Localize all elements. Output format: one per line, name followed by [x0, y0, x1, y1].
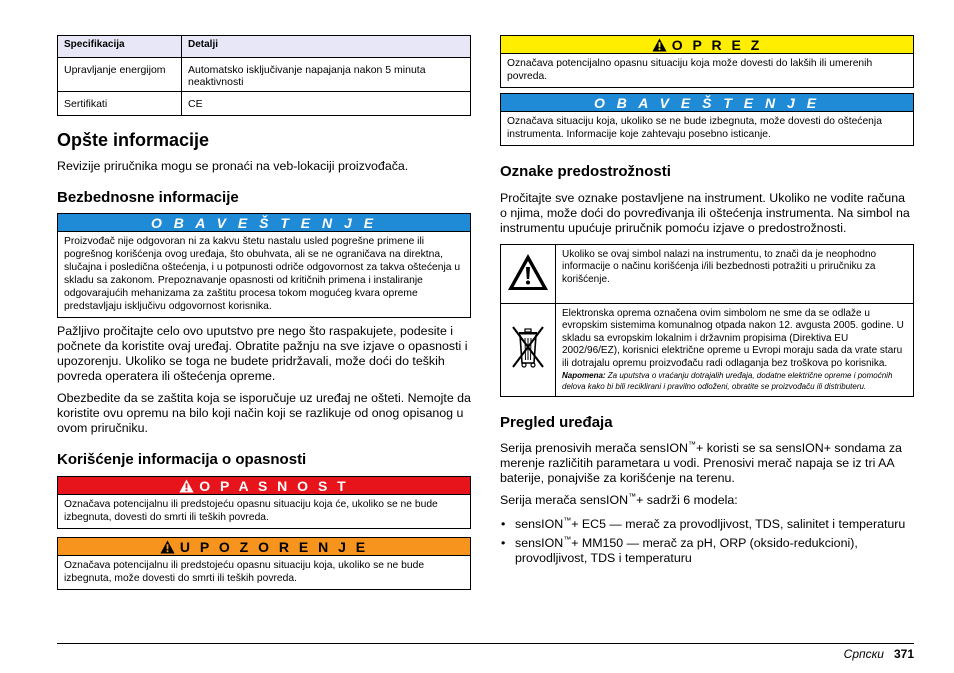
list-item [500, 536, 914, 566]
notice-text: Označava situaciju koja, ukoliko se ne bude izbegnuta, može dovesti do oštećenja instrumenta. Informacije koje zahtevaju posebno isticanje. [507, 116, 882, 140]
caution-header [501, 36, 913, 54]
caution-box [500, 35, 914, 88]
warning-triangle-icon [507, 253, 549, 291]
caution-text: Označava potencijalno opasnu situaciju koja može dovesti do lakših ili umerenih povreda. [507, 58, 873, 82]
notice-text: Proizvođač nije odgovoran ni za kakvu štetu nastalu usled pogrešne primene ili pogrešnog korišćenja ovog uređaja, što obuhvata, ali se ne ograničava na direktna, slučajna i posledična oštećenja, i u potpunosti odriče odgovornost za takva oštećenja u skladu sa zakonom. Prepoznavanje opasnosti od kritičnih primena i instaliranje odgovarajućih mehanizama za zaštitu procesa tokom mogućeg kvara opreme predstavljaju isključivu odgovornost korisnika. [64, 236, 461, 312]
table-header: Specifikacija [58, 36, 182, 58]
right-column [500, 35, 914, 566]
page-footer [844, 647, 914, 661]
overview-paragraph [500, 441, 914, 486]
precaution-intro: Pročitajte sve oznake postavljene na instrument. Ukoliko ne vodite računa o njima, može doći do povređivanja ili oštećenja instrumenta. Na simbol na instrumentu upućuje priručnik pomoću izjave o predostrožnosti. [500, 191, 910, 235]
danger-text: Označava potencijalnu ili predstojeću opasnu situaciju koja će, ukoliko se ne bude izbegnuta, dovesti do smrti ili teških povreda. [64, 499, 438, 523]
footer-language: Српски [843, 647, 884, 661]
trademark-symbol: ™ [563, 516, 572, 526]
section-title: Opšte informacije [57, 130, 210, 150]
notice-header: O B A V E Š T E N J E [501, 94, 913, 112]
danger-header [58, 477, 470, 495]
trademark-symbol: ™ [563, 535, 572, 545]
overview-paragraph [500, 493, 914, 508]
precaution-labels-heading: Oznake predostrožnosti [500, 163, 671, 180]
note-label: Napomena: [562, 371, 606, 381]
specifications-table [57, 35, 471, 116]
symbol-icon-cell [501, 245, 556, 304]
text-run: sensION [515, 517, 564, 532]
danger-box [57, 476, 471, 529]
safety-paragraph: Obezbedite da se zaštita koja se isporučuje uz uređaj ne ošteti. Nemojte da koristite ovu opremu na bilo koji način koji se razlikuje od onog opisanog u ovom priručniku. [57, 391, 471, 435]
table-row [501, 304, 914, 397]
table-row [58, 92, 471, 116]
trademark-symbol: ™ [628, 492, 637, 502]
model-list [500, 517, 914, 566]
text-run: Serija prenosivih merača sensION [500, 441, 689, 456]
list-item [500, 517, 914, 532]
symbols-table [500, 244, 914, 397]
symbol-description: Ukoliko se ovaj simbol nalazi na instrumentu, to znači da je neophodno informacije o načinu korišćenja i/ili bezbednosti potražiti u priručniku za korišćenje. [556, 245, 914, 304]
symbol-icon-cell [501, 304, 556, 397]
weee-text: Elektronska oprema označena ovim simbolom ne sme da se odlaže u evropskim sistemima komunalnog otpada nakon 12. avgusta 2005. godine. U skladu sa evropskim lokalnim i državnim propisima (Direktiva EU 2002/96/EZ), korisnici električne opreme u Evropi moraju sada da vrate staru ili dotrajalu opremu proizvođaču radi odlaganja bez troškova po korisnika. [562, 308, 904, 369]
notice-box [500, 93, 914, 146]
warning-text: Označava potencijalnu ili predstojeću opasnu situaciju koja, ukoliko se ne bude izbegnuta, može dovesti do smrti ili teških povreda. [64, 560, 425, 584]
danger-label: O P A S N O S T [199, 477, 349, 494]
text-run: + koristi se sa sensION+ sondama za merenje različitih parametara u vodi. Prenosivi merač napaja se iz tri AA baterije, ponajviše za korišćenje na terenu. [500, 441, 902, 486]
notice-header: O B A V E Š T E N J E [58, 214, 470, 232]
warning-triangle-icon [652, 38, 667, 52]
text-run: sensION [515, 536, 564, 551]
warning-header [58, 538, 470, 556]
notice-box [57, 213, 471, 318]
table-cell: Automatsko isključivanje napajanja nakon 5 minuta neaktivnosti [182, 58, 471, 92]
left-column [57, 35, 471, 590]
footer-divider [57, 643, 914, 644]
text-run: + MM150 — merač za pH, ORP (oksido-redukcioni), provodljivost, TDS i temperaturu [515, 536, 858, 566]
crossed-bin-icon [508, 323, 548, 373]
text-run: + sadrži 6 modela: [636, 493, 738, 508]
caution-label: O P R E Z [671, 36, 763, 53]
table-header: Detalji [182, 36, 471, 58]
warning-triangle-icon [179, 479, 194, 493]
safety-heading: Bezbednosne informacije [57, 189, 239, 206]
warning-label: U P O Z O R E N J E [179, 538, 369, 555]
text-run: Serija merača sensION [500, 493, 629, 508]
warning-triangle-icon [160, 540, 175, 554]
safety-paragraph: Pažljivo pročitajte celo ovo uputstvo pre nego što raspakujete, podesite i počnete da koristite ovaj uređaj. Obratite pažnju na sve izjave o opasnosti i upozorenju. Ukoliko se toga ne budete pridržavali, može doći do teških povreda operatera ili oštećenja opreme. [57, 324, 468, 383]
hazard-info-heading: Korišćenje informacija o opasnosti [57, 451, 307, 468]
trademark-symbol: ™ [688, 440, 697, 450]
text-run: + EC5 — merač za provodljivost, TDS, salinitet i temperaturu [571, 517, 906, 532]
device-overview-heading: Pregled uređaja [500, 414, 613, 432]
note-text [562, 371, 907, 392]
symbol-description [556, 304, 914, 397]
table-cell: CE [182, 92, 471, 116]
table-cell: Sertifikati [58, 92, 182, 116]
note-body: Za uputstva o vraćanju dotrajalih uređaja, dodatne električne opreme i pomoćnih delova kako bi bili reciklirani i pravilno odloženi, obratite se proizvođaču ili distributeru. [562, 371, 893, 391]
table-row [58, 58, 471, 92]
page-number: 371 [893, 647, 914, 661]
table-row [501, 245, 914, 304]
general-intro: Revizije priručnika mogu se pronaći na veb-lokaciji proizvođača. [57, 159, 409, 173]
table-cell: Upravljanje energijom [58, 58, 182, 92]
warning-box [57, 537, 471, 590]
